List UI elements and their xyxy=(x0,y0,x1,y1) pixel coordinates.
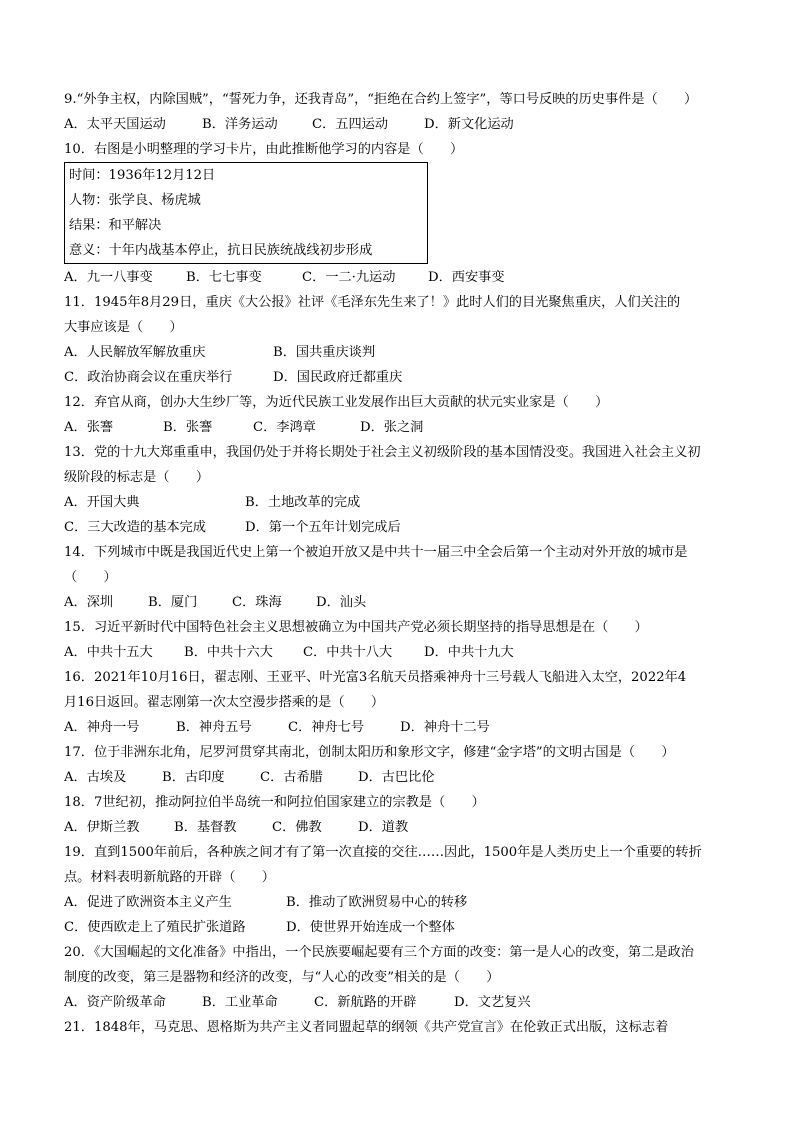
option-d[interactable]: D．张之洞 xyxy=(360,420,424,435)
question-text: 15．习近平新时代中国特色社会主义思想被确立为中国共产党必须长期坚持的指导思想是在（ ） xyxy=(64,620,648,635)
question-18 xyxy=(64,790,744,840)
question-text: 点。材料表明新航路的开辟（ ） xyxy=(64,870,275,885)
options-row xyxy=(64,515,744,540)
option-d[interactable]: D．新文化运动 xyxy=(424,117,514,132)
option-a[interactable]: A．促进了欧洲资本主义产生 xyxy=(64,895,232,910)
options-row xyxy=(64,590,744,615)
option-c[interactable]: C．佛教 xyxy=(272,820,322,835)
options-row xyxy=(64,365,744,390)
option-a[interactable]: A．中共十五大 xyxy=(64,645,153,660)
options-row xyxy=(64,265,744,290)
question-text: 月16日返回。翟志刚第一次太空漫步搭乘的是（ ） xyxy=(64,695,385,710)
options-row xyxy=(64,490,744,515)
option-c[interactable]: C．政治协商会议在重庆举行 xyxy=(64,370,233,385)
question-21 xyxy=(64,1015,744,1040)
card-result: 结果：和平解决 xyxy=(69,218,162,233)
option-b[interactable]: B．厦门 xyxy=(148,595,198,610)
question-13 xyxy=(64,440,744,540)
option-c[interactable]: C．神舟七号 xyxy=(288,720,365,735)
question-text: 12．弃官从商，创办大生纱厂等，为近代民族工业发展作出巨大贡献的状元实业家是（ ） xyxy=(64,395,609,410)
question-text: 20．《大国崛起的文化准备》中指出，一个民族要崛起要有三个方面的改变：第一是人心的改变，第二是政治 xyxy=(64,945,694,960)
question-text: 18．7世纪初，推动阿拉伯半岛统一和阿拉伯国家建立的宗教是（ ） xyxy=(64,795,485,810)
option-b[interactable]: B．土地改革的完成 xyxy=(245,495,361,510)
options-row xyxy=(64,715,744,740)
option-a[interactable]: A．开国大典 xyxy=(64,495,140,510)
card-people: 人物：张学良、杨虎城 xyxy=(69,193,201,208)
option-a[interactable]: A．九一八事变 xyxy=(64,270,153,285)
question-12 xyxy=(64,390,744,440)
question-text: 10．右图是小明整理的学习卡片，由此推断他学习的内容是（ ） xyxy=(64,142,464,157)
option-a[interactable]: A．太平天国运动 xyxy=(64,117,166,132)
option-b[interactable]: B．基督教 xyxy=(174,820,237,835)
question-19 xyxy=(64,840,744,940)
options-row xyxy=(64,765,744,790)
option-b[interactable]: B．洋务运动 xyxy=(202,117,278,132)
option-d[interactable]: D．第一个五年计划完成后 xyxy=(245,520,401,535)
question-text: （ ） xyxy=(64,570,117,585)
option-b[interactable]: B．张謇 xyxy=(163,420,213,435)
card-significance: 意义：十年内战基本停止，抗日民族统战线初步形成 xyxy=(69,243,373,258)
options-row xyxy=(64,990,744,1015)
options-row xyxy=(64,112,744,137)
option-c[interactable]: C．古希腊 xyxy=(260,770,323,785)
option-c[interactable]: C．使西欧走上了殖民扩张道路 xyxy=(64,920,246,935)
option-b[interactable]: B．古印度 xyxy=(162,770,225,785)
option-c[interactable]: C．五四运动 xyxy=(312,117,389,132)
option-d[interactable]: D．文艺复兴 xyxy=(454,995,531,1010)
option-b[interactable]: B．七七事变 xyxy=(186,270,262,285)
question-11 xyxy=(64,290,744,390)
option-b[interactable]: B．神舟五号 xyxy=(176,720,252,735)
question-14 xyxy=(64,540,744,615)
study-card xyxy=(64,162,428,264)
option-b[interactable]: B．中共十六大 xyxy=(184,645,273,660)
option-b[interactable]: B．推动了欧洲贸易中心的转移 xyxy=(286,895,468,910)
option-a[interactable]: A．人民解放军解放重庆 xyxy=(64,345,206,360)
option-a[interactable]: A．资产阶级革命 xyxy=(64,995,166,1010)
options-row xyxy=(64,340,744,365)
option-c[interactable]: C．新航路的开辟 xyxy=(314,995,417,1010)
option-d[interactable]: D．神舟十二号 xyxy=(400,720,490,735)
options-row xyxy=(64,890,744,915)
option-d[interactable]: D．使世界开始连成一个整体 xyxy=(286,920,455,935)
options-row xyxy=(64,640,744,665)
card-time: 时间：1936年12月12日 xyxy=(69,168,216,183)
question-text: 大事应该是（ ） xyxy=(64,320,183,335)
question-text: 制度的改变，第三是器物和经济的改变，与“人心的改变”相关的是（ ） xyxy=(64,970,500,985)
question-20 xyxy=(64,940,744,1015)
option-a[interactable]: A．伊斯兰教 xyxy=(64,820,140,835)
question-17 xyxy=(64,740,744,790)
question-list xyxy=(64,87,744,1040)
option-c[interactable]: C．三大改造的基本完成 xyxy=(64,520,206,535)
question-text: 19．直到1500年前后，各种族之间才有了第一次直接的交往……因此，1500年是人类历史上一个重要的转折 xyxy=(64,845,702,860)
question-text: 9.“外争主权，内除国贼”，“誓死力争，还我青岛”，“拒绝在合约上签字”，等口号反映的历史事件是（ ） xyxy=(64,92,698,107)
question-text: 21．1848年，马克思、恩格斯为共产主义者同盟起草的纲领《共产党宣言》在伦敦正式出版，这标志着 xyxy=(64,1020,669,1035)
option-c[interactable]: C．李鸿章 xyxy=(253,420,316,435)
question-text: 17．位于非洲东北角，尼罗河贯穿其南北，创制太阳历和象形文字，修建“金字塔”的文明古国是（ ） xyxy=(64,745,675,760)
question-text: 11．1945年8月29日，重庆《大公报》社评《毛泽东先生来了！》此时人们的目光聚焦重庆，人们关注的 xyxy=(64,295,681,310)
question-text: 14．下列城市中既是我国近代史上第一个被迫开放又是中共十一届三中全会后第一个主动对外开放的城市是 xyxy=(64,545,688,560)
options-row xyxy=(64,415,744,440)
question-text: 级阶段的标志是（ ） xyxy=(64,470,210,485)
option-b[interactable]: B．国共重庆谈判 xyxy=(273,345,376,360)
option-a[interactable]: A．神舟一号 xyxy=(64,720,140,735)
question-10 xyxy=(64,137,744,290)
question-text: 13．党的十九大郑重重申，我国仍处于并将长期处于社会主义初级阶段的基本国情没变。我国进入社会主义初 xyxy=(64,445,701,460)
option-d[interactable]: D．汕头 xyxy=(316,595,367,610)
options-row xyxy=(64,915,744,940)
options-row xyxy=(64,815,744,840)
option-d[interactable]: D．中共十九大 xyxy=(424,645,514,660)
option-c[interactable]: C．珠海 xyxy=(232,595,282,610)
option-d[interactable]: D．古巴比伦 xyxy=(358,770,435,785)
question-16 xyxy=(64,665,744,740)
option-c[interactable]: C．一二·九运动 xyxy=(302,270,396,285)
question-text: 16．2021年10月16日，翟志刚、王亚平、叶光富3名航天员搭乘神舟十三号载人飞船进入太空，2022年4 xyxy=(64,670,687,685)
option-a[interactable]: A．张謇 xyxy=(64,420,114,435)
option-d[interactable]: D．西安事变 xyxy=(428,270,505,285)
option-a[interactable]: A．古埃及 xyxy=(64,770,127,785)
option-a[interactable]: A．深圳 xyxy=(64,595,114,610)
option-d[interactable]: D．国民政府迁都重庆 xyxy=(273,370,403,385)
option-b[interactable]: B．工业革命 xyxy=(202,995,278,1010)
question-15 xyxy=(64,615,744,665)
option-d[interactable]: D．道教 xyxy=(358,820,409,835)
option-c[interactable]: C．中共十八大 xyxy=(303,645,393,660)
question-9 xyxy=(64,87,744,137)
